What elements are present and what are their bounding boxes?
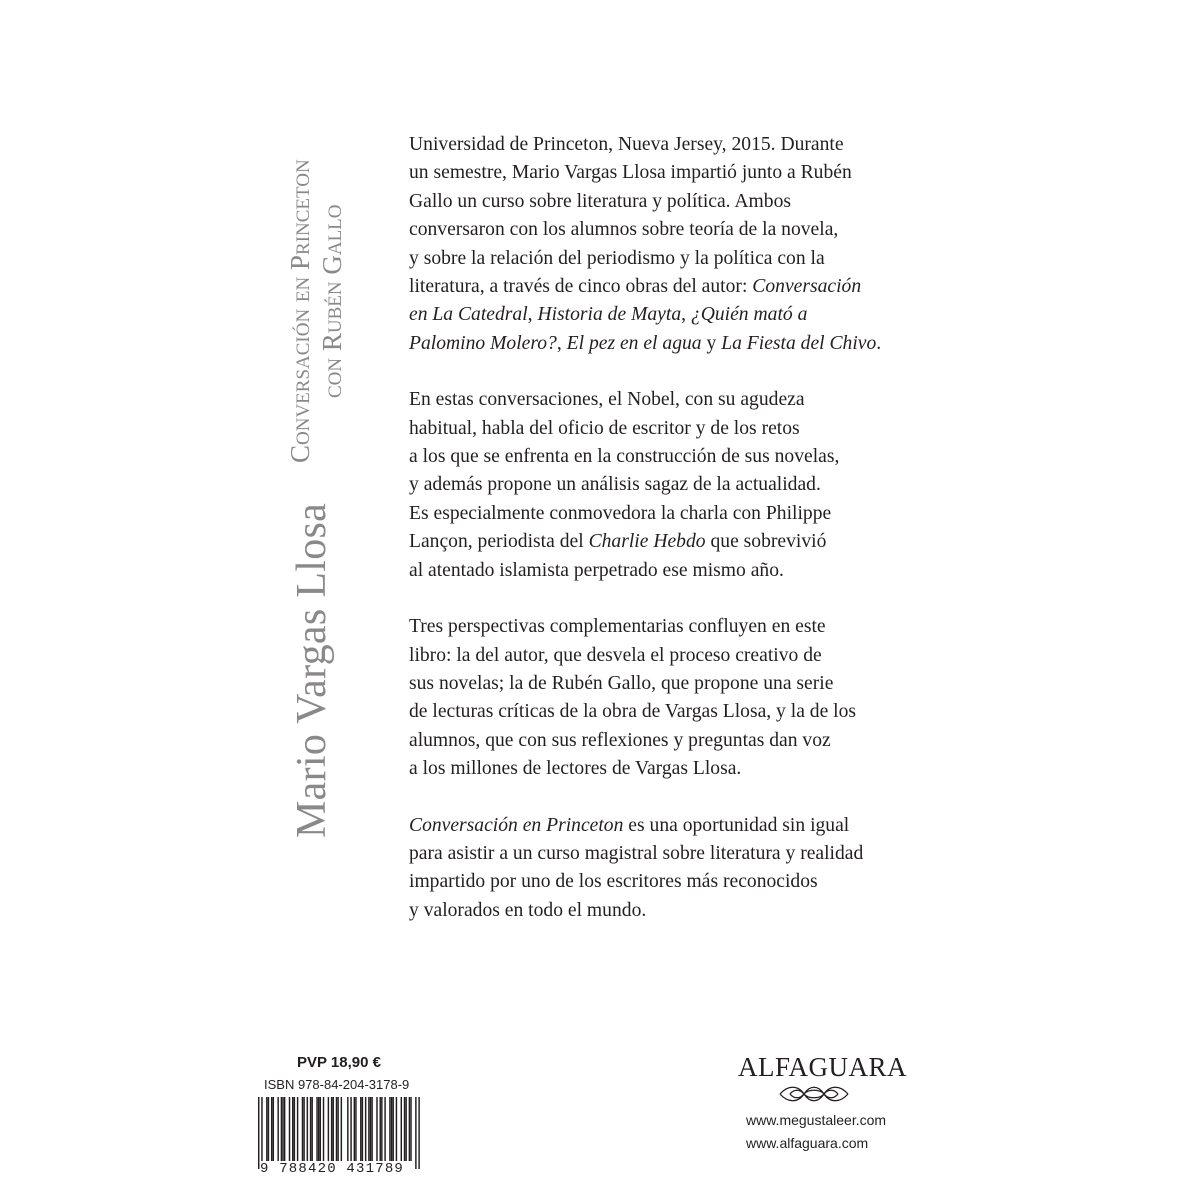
barcode-bar (336, 1097, 337, 1161)
barcode-bar (376, 1097, 377, 1161)
barcode-bar (318, 1097, 319, 1161)
barcode-bar (310, 1097, 311, 1161)
blurb-line: Palomino Molero?, El pez en el agua y La Fiesta del Chivo. (409, 332, 882, 354)
barcode-bar (418, 1097, 419, 1169)
barcode-bar (328, 1097, 329, 1161)
back-cover-blurb (409, 131, 882, 953)
barcode-bar (284, 1097, 285, 1161)
blurb-line: habitual, habla del oficio de escritor y de los retos (409, 417, 800, 439)
barcode-bar (261, 1097, 262, 1169)
blurb-line: de lecturas críticas de la obra de Vargas Llosa, y la de los (409, 701, 857, 723)
blurb-line: a los millones de lectores de Vargas Llosa. (409, 758, 742, 780)
blurb-line: libro: la del autor, que desvela el proceso creativo de (409, 644, 822, 666)
blurb-line: al atentado islamista perpetrado ese mismo año. (409, 559, 784, 581)
barcode-bar (409, 1097, 410, 1161)
barcode-bar (311, 1097, 312, 1161)
barcode-bar (405, 1097, 406, 1161)
blurb-line: para asistir a un curso magistral sobre literatura y realidad (409, 842, 864, 864)
blurb-line: a los que se enfrenta en la construcción de sus novelas, (409, 446, 840, 468)
blurb-line: Es especialmente conmovedora la charla con Philippe (409, 502, 832, 524)
barcode-bar (320, 1097, 321, 1161)
barcode-bar (292, 1097, 293, 1161)
ornament-icon (778, 1083, 850, 1105)
barcode-bar (401, 1097, 402, 1161)
blurb-line: Gallo un curso sobre literatura y política. Ambos (409, 190, 791, 212)
blurb-line: En estas conversaciones, el Nobel, con su agudeza (409, 389, 805, 411)
barcode-bar (415, 1097, 416, 1169)
barcode-bar (282, 1097, 283, 1161)
barcode-bar (362, 1097, 363, 1161)
publisher-url-megustaleer[interactable]: www.megustaleer.com (746, 1112, 887, 1128)
blurb-line: alumnos, que con sus reflexiones y preguntas dan voz (409, 729, 831, 751)
barcode-bar (266, 1097, 267, 1161)
barcode-bar (380, 1097, 381, 1161)
barcode-bar (370, 1097, 371, 1161)
barcode-bar (258, 1097, 259, 1169)
blurb-line: y además propone un análisis sagaz de la actualidad. (409, 474, 821, 496)
barcode-bar (333, 1097, 334, 1161)
barcode-bar (355, 1097, 356, 1161)
barcode-bar (360, 1097, 361, 1161)
blurb-line: Tres perspectivas complementarias confluyen en este (409, 616, 826, 638)
barcode-bar (307, 1097, 308, 1161)
spine-title-line2: con Rubén Gallo (317, 204, 347, 398)
barcode-bar (273, 1097, 274, 1161)
blurb-paragraph-3 (409, 613, 879, 783)
blurb-line: conversaron con los alumnos sobre teoría de la novela, (409, 219, 839, 241)
barcode-bar (350, 1097, 351, 1161)
barcode-bar (277, 1097, 278, 1161)
barcode-bar (389, 1097, 390, 1161)
barcode-bar (271, 1097, 272, 1161)
price-label: PVP 18,90 € (297, 1054, 381, 1071)
barcode-bar (404, 1097, 405, 1161)
blurb-paragraph-2 (409, 386, 879, 585)
publisher-name: ALFAGUARA (738, 1052, 908, 1082)
barcode-bar (331, 1097, 332, 1161)
barcode-bar (354, 1097, 355, 1161)
blurb-paragraph-1 (409, 131, 882, 358)
barcode-bar (316, 1097, 317, 1161)
barcode-bar (392, 1097, 393, 1161)
blurb-line: sus novelas; la de Rubén Gallo, que propone una serie (409, 672, 834, 694)
barcode-bar (294, 1097, 295, 1161)
barcode-bar (323, 1097, 324, 1161)
barcode-digits: 9 788420 431789 (260, 1161, 405, 1177)
barcode-bar (341, 1097, 342, 1169)
barcode-bar (302, 1097, 303, 1161)
blurb-line: y valorados en todo el mundo. (409, 899, 647, 921)
barcode-bar (347, 1097, 348, 1161)
blurb-line: y sobre la relación del periodismo y la política con la (409, 247, 825, 269)
spine-author: Mario Vargas Llosa (289, 502, 335, 838)
isbn-label: ISBN 978-84-204-3178-9 (264, 1077, 410, 1092)
barcode-bar (303, 1097, 304, 1161)
blurb-paragraph-4 (409, 812, 879, 926)
barcode-bar (297, 1097, 298, 1161)
blurb-line: literatura, a través de cinco obras del autor: Conversación (409, 276, 862, 298)
barcode-bar (268, 1097, 269, 1161)
barcode-bar (371, 1097, 372, 1161)
blurb-line: un semestre, Mario Vargas Llosa impartió junto a Rubén (409, 162, 852, 184)
barcode-bar (368, 1097, 369, 1161)
barcode-bar (381, 1097, 382, 1161)
barcode-bar (365, 1097, 366, 1161)
barcode-bar (289, 1097, 290, 1161)
barcode-bar (410, 1097, 411, 1161)
barcode-bar (384, 1097, 385, 1161)
spine-title-line1: Conversación en Princeton (285, 159, 315, 463)
blurb-line: Lançon, periodista del Charlie Hebdo que sobrevivió (409, 531, 827, 553)
barcode-bar (391, 1097, 392, 1161)
publisher-logo (738, 1052, 908, 1109)
blurb-line: impartido por uno de los escritores más reconocidos (409, 871, 818, 893)
barcode-bar (337, 1097, 338, 1169)
blurb-line: Conversación en Princeton es una oportunidad sin igual (409, 814, 850, 836)
barcode-bar (396, 1097, 397, 1161)
blurb-line: Universidad de Princeton, Nueva Jersey, 2015. Durante (409, 134, 844, 155)
blurb-line: en La Catedral, Historia de Mayta, ¿Quién mató a (409, 304, 808, 326)
publisher-url-alfaguara[interactable]: www.alfaguara.com (746, 1135, 869, 1151)
barcode-icon (258, 1097, 420, 1169)
barcode-bar (281, 1097, 282, 1161)
